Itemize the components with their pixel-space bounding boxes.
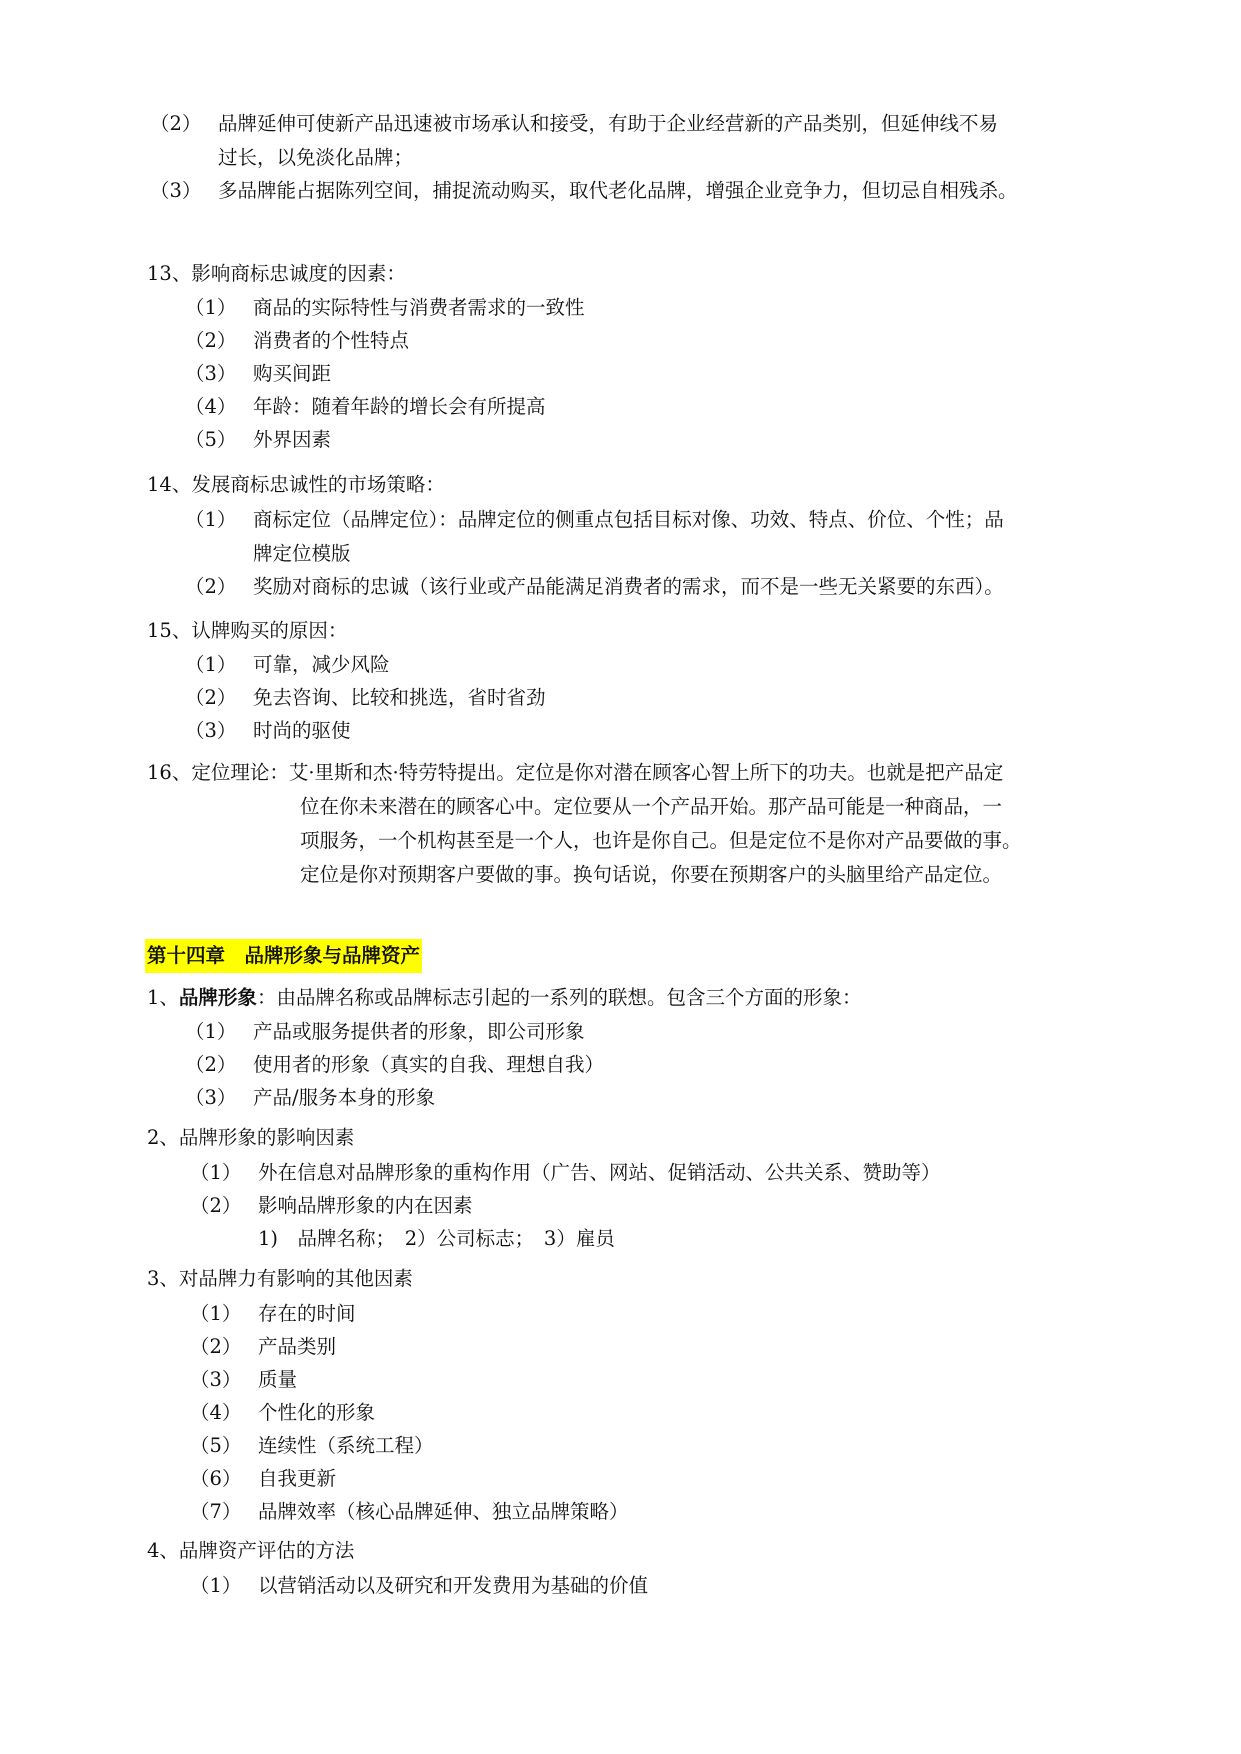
paragraph-line: 奖励对商标的忠诚（该行业或产品能满足消费者的需求，而不是一些无关紧要的东西）。 — [253, 575, 1004, 598]
section-title-13: 13、影响商标忠诚度的因素： — [147, 262, 406, 285]
section-16-line: 定位是你对预期客户要做的事。换句话说，你要在预期客户的头脑里给产品定位。 — [300, 863, 1003, 886]
list-number: （2） — [150, 112, 202, 135]
list-item: 使用者的形象（真实的自我、理想自我） — [253, 1053, 605, 1076]
list-item: 购买间距 — [253, 362, 332, 385]
list-number: （3） — [190, 1368, 242, 1391]
list-number: （1） — [185, 1020, 237, 1043]
list-item: 年龄：随着年龄的增长会有所提高 — [253, 395, 546, 418]
list-number: （3） — [185, 362, 237, 385]
list-item: 免去咨询、比较和挑选，省时省劲 — [253, 686, 546, 709]
list-item: 产品或服务提供者的形象，即公司形象 — [253, 1020, 585, 1043]
list-number: （7） — [190, 1500, 242, 1523]
list-number: （2） — [185, 686, 237, 709]
section-16-line: 项服务，一个机构甚至是一个人，也许是你自己。但是定位不是你对产品要做的事。 — [300, 829, 1022, 852]
list-number: （3） — [150, 179, 202, 202]
list-item: 以营销活动以及研究和开发费用为基础的价值 — [258, 1574, 649, 1597]
list-number: （5） — [185, 428, 237, 451]
list-item: 影响品牌形象的内在因素 — [258, 1194, 473, 1217]
list-number: （2） — [190, 1194, 242, 1217]
item-text: ：由品牌名称或品牌标志引起的一系列的联想。包含三个方面的形象： — [256, 986, 862, 1009]
list-number: （3） — [185, 1086, 237, 1109]
chapter-item-3: 3、对品牌力有影响的其他因素 — [147, 1267, 413, 1290]
list-item: 产品/服务本身的形象 — [253, 1086, 436, 1109]
section-16-line: 位在你未来潜在的顾客心中。定位要从一个产品开始。那产品可能是一种商品，一 — [300, 795, 1003, 818]
list-number: （2） — [185, 329, 237, 352]
sub-list: 1) 品牌名称； 2）公司标志； 3）雇员 — [258, 1227, 615, 1250]
paragraph-line: 商标定位（品牌定位）：品牌定位的侧重点包括目标对像、功效、特点、价位、个性；品 — [253, 508, 1004, 531]
bold-term: 品牌形象 — [178, 986, 257, 1009]
chapter-item-4: 4、品牌资产评估的方法 — [147, 1539, 355, 1562]
list-item: 可靠，减少风险 — [253, 653, 390, 676]
list-number: （2） — [185, 1053, 237, 1076]
paragraph-line: 牌定位模版 — [253, 542, 351, 565]
list-item: 外界因素 — [253, 428, 332, 451]
list-number: （2） — [190, 1335, 242, 1358]
list-item: 消费者的个性特点 — [253, 329, 410, 352]
list-item: 质量 — [258, 1368, 298, 1391]
list-number: （3） — [185, 719, 237, 742]
list-number: （1） — [190, 1161, 242, 1184]
paragraph-line: 品牌延伸可使新产品迅速被市场承认和接受，有助于企业经营新的产品类别，但延伸线不易 — [218, 112, 999, 135]
list-number: （1） — [185, 508, 237, 531]
list-number: （1） — [185, 653, 237, 676]
list-item: 品牌效率（核心品牌延伸、独立品牌策略） — [258, 1500, 629, 1523]
list-item: 时尚的驱使 — [253, 719, 351, 742]
item-prefix: 1、 — [147, 986, 179, 1009]
chapter-title: 第十四章 品牌形象与品牌资产 — [145, 939, 422, 973]
list-number: （1） — [190, 1574, 242, 1597]
section-16-line: 16、定位理论：艾·里斯和杰·特劳特提出。定位是你对潜在顾客心智上所下的功夫。也就是把产品定 — [147, 761, 1004, 784]
section-title-14: 14、发展商标忠诚性的市场策略： — [147, 473, 445, 496]
paragraph-line: 过长，以免淡化品牌； — [218, 146, 414, 169]
list-number: （2） — [185, 575, 237, 598]
list-item: 连续性（系统工程） — [258, 1434, 434, 1457]
paragraph-line: 多品牌能占据陈列空间，捕捉流动购买，取代老化品牌，增强企业竞争力，但切忌自相残杀。 — [218, 179, 1018, 202]
list-number: （4） — [185, 395, 237, 418]
section-title-15: 15、认牌购买的原因： — [147, 619, 348, 642]
list-item: 外在信息对品牌形象的重构作用（广告、网站、促销活动、公共关系、赞助等） — [258, 1161, 941, 1184]
list-number: （5） — [190, 1434, 242, 1457]
list-number: （6） — [190, 1467, 242, 1490]
list-number: （1） — [185, 296, 237, 319]
chapter-item-1 — [147, 981, 861, 1015]
list-item: 商品的实际特性与消费者需求的一致性 — [253, 296, 585, 319]
list-item: 产品类别 — [258, 1335, 337, 1358]
list-item: 自我更新 — [258, 1467, 337, 1490]
list-item: 存在的时间 — [258, 1302, 356, 1325]
list-item: 个性化的形象 — [258, 1401, 376, 1424]
list-number: （1） — [190, 1302, 242, 1325]
list-number: （4） — [190, 1401, 242, 1424]
chapter-item-2: 2、品牌形象的影响因素 — [147, 1126, 355, 1149]
